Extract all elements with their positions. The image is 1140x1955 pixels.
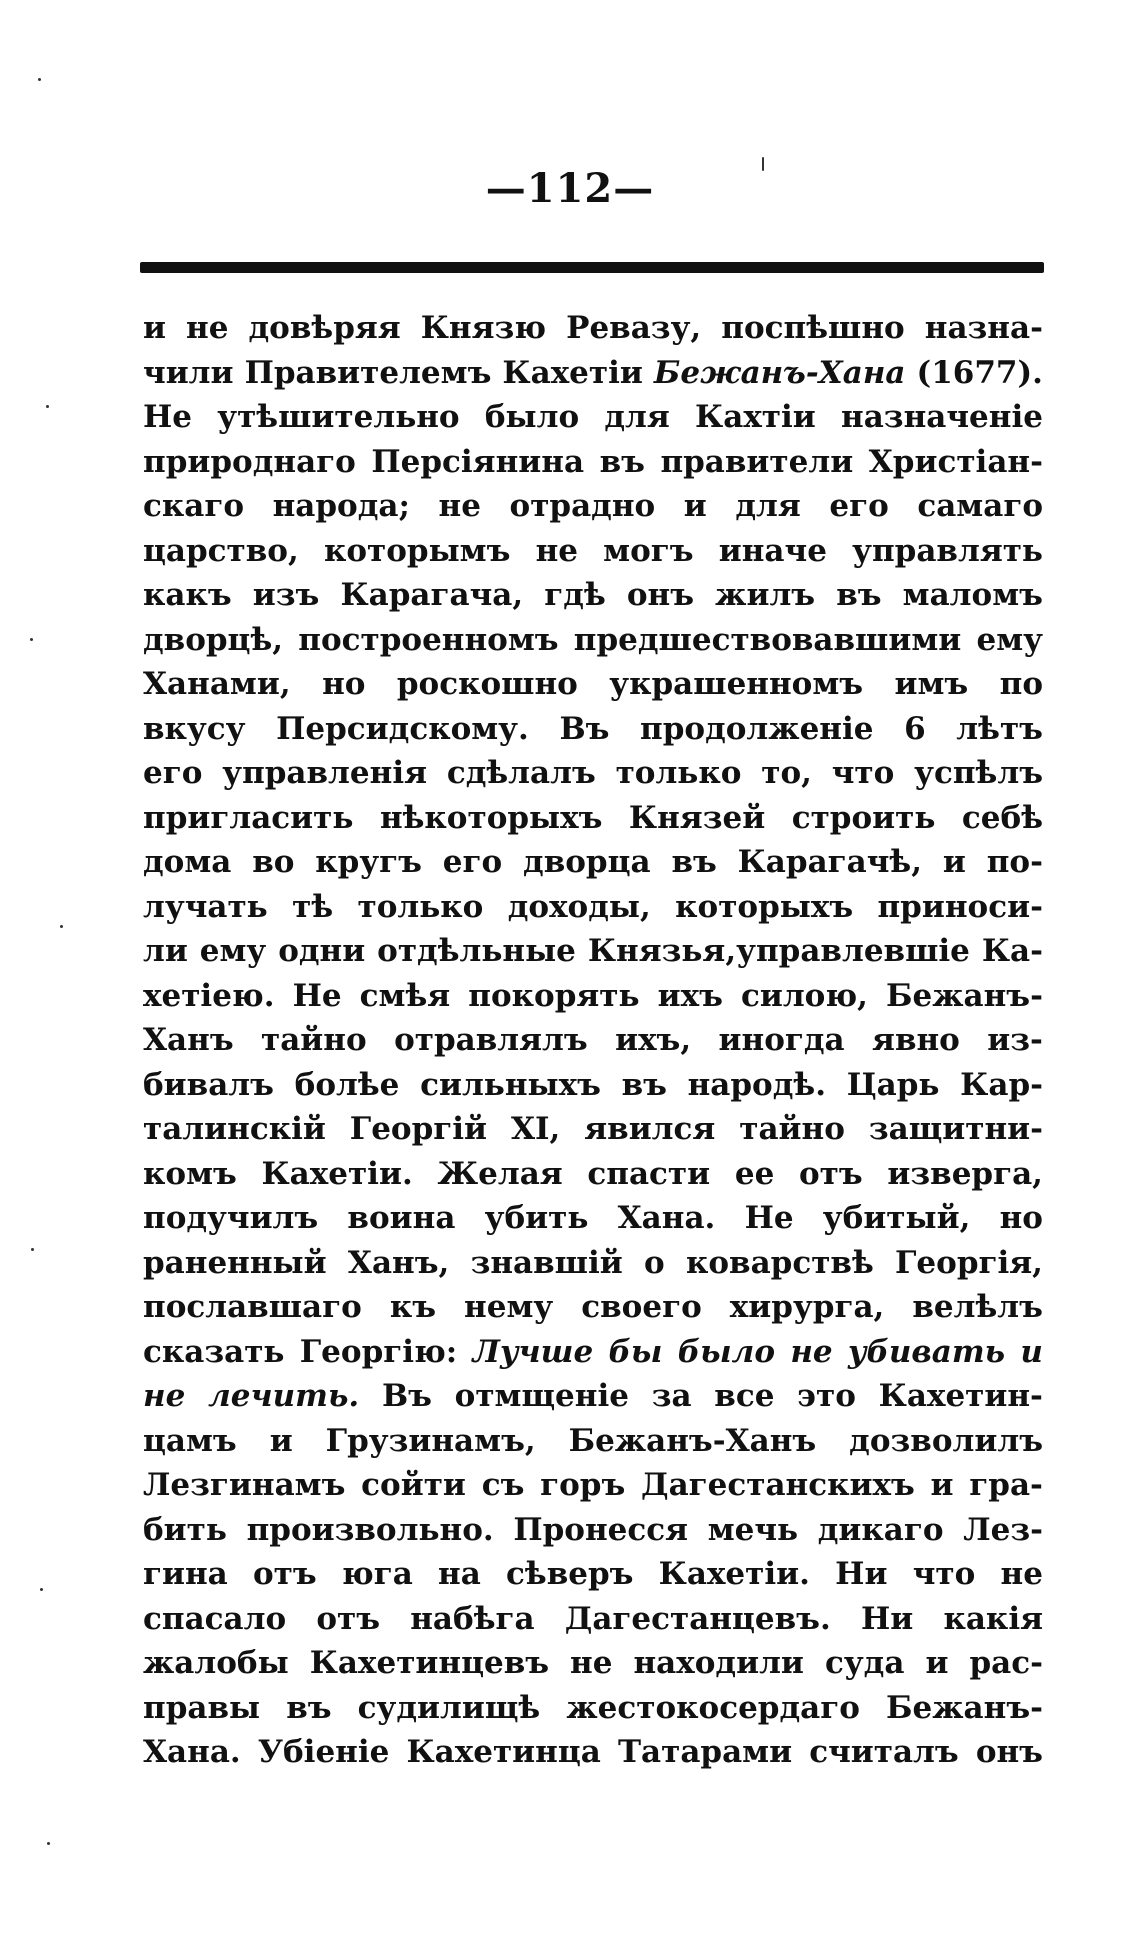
word: его <box>442 844 503 880</box>
word: Кахтіи <box>695 399 816 435</box>
word: из- <box>987 1022 1043 1058</box>
text-line <box>143 974 1043 1019</box>
word: убивать <box>847 1333 1006 1370</box>
word: отмщеніе <box>454 1378 629 1414</box>
word: кругъ <box>315 844 422 880</box>
word: но <box>999 1200 1043 1236</box>
word: на <box>438 1556 481 1592</box>
word: Не <box>744 1200 794 1236</box>
word: онъ <box>975 1734 1043 1770</box>
word: спасало <box>143 1600 287 1637</box>
word: Георгія, <box>895 1244 1043 1281</box>
text-line <box>143 840 1043 885</box>
word: и <box>269 1422 293 1459</box>
word: убитый, <box>822 1200 971 1236</box>
word: лечить. <box>208 1378 360 1414</box>
word: онъ <box>626 577 695 613</box>
word: ли <box>143 933 188 969</box>
text-line <box>143 1063 1043 1108</box>
word: приноси- <box>877 888 1043 925</box>
word: Татарами <box>617 1734 793 1770</box>
word: для <box>604 399 670 435</box>
word: Въ <box>381 1378 432 1414</box>
word: ихъ <box>657 977 723 1014</box>
text-line <box>143 885 1043 930</box>
word: довѣряя <box>248 310 401 346</box>
word: Христіан- <box>868 443 1043 480</box>
word: правители <box>660 443 854 480</box>
print-speck <box>30 638 33 641</box>
word: болѣе <box>294 1066 400 1103</box>
word: бы <box>608 1333 663 1370</box>
word: Ка- <box>981 933 1043 969</box>
word: лучать <box>143 888 268 925</box>
word: и <box>942 844 966 880</box>
word: Убіеніе <box>257 1734 390 1770</box>
word: поспѣшно <box>721 310 905 346</box>
word: Лучше <box>472 1333 594 1370</box>
word: гина <box>143 1556 228 1592</box>
word: ему <box>199 933 267 969</box>
word: Ревазу, <box>566 310 702 346</box>
word: народѣ. <box>687 1066 826 1103</box>
text-line <box>143 1730 1043 1775</box>
word: Ни <box>835 1556 888 1592</box>
word: дворцѣ, <box>143 621 284 658</box>
word: самаго <box>917 488 1043 524</box>
word: бить <box>143 1511 227 1548</box>
word: Кахетіи. <box>261 1155 413 1192</box>
word: (1677). <box>916 354 1043 391</box>
word: въ <box>286 1689 332 1726</box>
word: съ <box>481 1467 525 1503</box>
word: и <box>930 1467 954 1503</box>
word: и <box>143 310 166 346</box>
text-line <box>143 351 1043 396</box>
word: народа; <box>272 488 410 524</box>
word: знавшій <box>470 1244 623 1281</box>
word: явно <box>872 1022 960 1058</box>
text-line <box>143 1241 1043 1286</box>
word: покорять <box>468 977 640 1014</box>
word: по- <box>986 844 1043 880</box>
word: маломъ <box>902 577 1043 613</box>
text-line <box>143 484 1043 529</box>
word: ее <box>734 1155 775 1192</box>
print-speck <box>762 157 764 171</box>
text-line <box>143 929 1043 974</box>
word: суда <box>824 1645 905 1681</box>
word: Кахетинцевъ <box>309 1645 550 1681</box>
word: юга <box>341 1556 413 1592</box>
word: не <box>535 532 578 569</box>
text-line <box>143 1597 1043 1642</box>
word: его <box>829 488 889 524</box>
text-line <box>143 573 1043 618</box>
word: силою, <box>740 977 868 1014</box>
word: о <box>644 1244 665 1281</box>
word: Хана. <box>143 1734 241 1770</box>
text-line <box>143 1018 1043 1063</box>
text-line <box>143 1641 1043 1686</box>
text-line <box>143 1374 1043 1419</box>
word: Лезгинамъ <box>143 1467 346 1503</box>
word: Царь <box>846 1066 940 1103</box>
word: не <box>1000 1556 1043 1592</box>
text-line <box>143 1196 1043 1241</box>
word: отъ <box>316 1600 381 1637</box>
word: только <box>615 755 742 791</box>
word: тѣ <box>292 888 334 925</box>
word: нему <box>464 1289 554 1325</box>
word: что <box>912 1556 976 1592</box>
word: бивалъ <box>143 1066 274 1103</box>
word: своего <box>581 1289 702 1325</box>
word: природнаго <box>143 443 356 480</box>
word: 6 <box>904 710 926 747</box>
word: иногда <box>718 1022 845 1058</box>
word: комъ <box>143 1155 237 1192</box>
word: раненный <box>143 1244 327 1281</box>
word: ему <box>976 621 1043 658</box>
word: ихъ, <box>615 1022 692 1058</box>
word: къ <box>389 1289 437 1325</box>
word: Персіянина <box>371 443 585 480</box>
word: отдѣльные <box>377 933 576 969</box>
word: въ <box>621 1066 667 1103</box>
word: считалъ <box>809 1734 959 1770</box>
word: только <box>357 888 484 925</box>
word: подучилъ <box>143 1200 319 1236</box>
word: чили <box>143 354 234 391</box>
word: правы <box>143 1689 261 1726</box>
word: пославшаго <box>143 1289 362 1325</box>
word: защитни- <box>868 1111 1043 1147</box>
word: находили <box>633 1645 804 1681</box>
word: себѣ <box>961 799 1043 836</box>
word: Карагачѣ, <box>737 844 923 880</box>
word: Кахетинца <box>406 1734 601 1770</box>
word: утѣшительно <box>217 399 460 435</box>
word: Кахетіи. <box>658 1556 810 1592</box>
word: Не <box>143 399 193 435</box>
word: дозволилъ <box>849 1422 1043 1459</box>
word: царство, <box>143 532 299 569</box>
word: жилъ <box>715 577 816 613</box>
word: иначе <box>718 532 827 569</box>
word: Ханъ, <box>347 1244 450 1281</box>
print-speck <box>46 405 49 408</box>
word: Пронесся <box>513 1511 689 1548</box>
word: воина <box>347 1200 456 1236</box>
word: дикаго <box>817 1511 944 1548</box>
word: успѣлъ <box>914 755 1043 791</box>
word: въ <box>836 577 882 613</box>
word: назначеніе <box>841 399 1043 435</box>
word: талинскій <box>143 1111 326 1147</box>
word: не <box>790 1333 833 1370</box>
word: хирурга, <box>729 1289 885 1325</box>
print-speck <box>60 925 63 928</box>
print-speck <box>47 1842 50 1845</box>
word: Хана. <box>617 1200 716 1236</box>
word: Желая <box>437 1155 563 1192</box>
word: Персидскому. <box>276 710 529 747</box>
word: пригласить <box>143 799 354 836</box>
word: судилищѣ <box>357 1689 541 1726</box>
word: хетіею. <box>143 977 275 1014</box>
word: и <box>1020 1333 1043 1370</box>
text-line <box>143 1463 1043 1508</box>
text-line <box>143 306 1043 351</box>
word: Не <box>292 977 342 1014</box>
word: которымъ <box>323 532 511 569</box>
text-line <box>143 1285 1043 1330</box>
word: не <box>438 488 481 524</box>
word: сказать <box>143 1333 285 1370</box>
word: Кар- <box>960 1066 1043 1103</box>
word: сдѣлалъ <box>446 755 596 791</box>
word: Ханъ <box>143 1022 234 1058</box>
text-line <box>143 1152 1043 1197</box>
word: сойти <box>361 1467 466 1503</box>
word: гдѣ <box>544 577 606 613</box>
word: жалобы <box>143 1645 289 1681</box>
word: вкусу <box>143 710 246 747</box>
word: продолженіе <box>640 710 874 747</box>
word: во <box>252 844 295 880</box>
word: Бежанъ- <box>886 1689 1043 1726</box>
word: Князей <box>628 799 766 836</box>
word: отравлялъ <box>394 1022 588 1058</box>
word: Дагестанскихъ <box>641 1467 915 1503</box>
word: Бежанъ- <box>886 977 1043 1014</box>
word: Грузинамъ, <box>325 1422 536 1459</box>
word: украшенномъ <box>609 666 864 702</box>
word: имъ <box>894 666 969 702</box>
word: Правителемъ <box>244 354 492 391</box>
text-line <box>143 751 1043 796</box>
print-speck <box>31 1248 34 1251</box>
word: Карагача, <box>340 577 524 613</box>
text-line <box>143 1419 1043 1464</box>
text-line <box>143 1686 1043 1731</box>
word: которыхъ <box>675 888 854 925</box>
word: XI, <box>510 1111 561 1147</box>
text-line <box>143 1107 1043 1152</box>
header-rule <box>140 262 1044 273</box>
word: все <box>714 1378 775 1414</box>
word: было <box>677 1333 776 1370</box>
word: одни <box>278 933 366 969</box>
word: отъ <box>253 1556 317 1592</box>
word: для <box>735 488 801 524</box>
word: предшествовавшими <box>573 621 962 658</box>
word: тайно <box>739 1111 845 1147</box>
word: мечь <box>707 1511 799 1548</box>
word: велѣлъ <box>912 1289 1043 1325</box>
word: то, <box>761 755 812 791</box>
word: скаго <box>143 488 245 524</box>
word: спасти <box>587 1155 711 1192</box>
word: рас- <box>969 1645 1043 1681</box>
word: Лез- <box>963 1511 1043 1548</box>
word: въ <box>599 443 645 480</box>
word: цамъ <box>143 1422 237 1459</box>
word: дома <box>143 844 232 880</box>
word: нѣкоторыхъ <box>379 799 603 836</box>
word: Кахетин- <box>878 1378 1043 1414</box>
word: Ханами, <box>143 666 291 702</box>
word: не <box>570 1645 613 1681</box>
word: это <box>797 1378 856 1414</box>
word: Князья,управлевшіе <box>587 933 970 969</box>
text-line <box>143 1508 1043 1553</box>
text-line <box>143 796 1043 841</box>
word: было <box>484 399 580 435</box>
word: произвольно. <box>246 1511 494 1548</box>
text-line <box>143 395 1043 440</box>
word: сильныхъ <box>420 1066 601 1103</box>
word: явился <box>584 1111 716 1147</box>
word: не <box>186 310 229 346</box>
word: смѣя <box>359 977 451 1014</box>
word: Князю <box>420 310 547 346</box>
word: отрадно <box>509 488 656 524</box>
word: за <box>651 1378 692 1414</box>
word: изъ <box>252 577 320 613</box>
print-speck <box>38 78 41 81</box>
word: какія <box>943 1600 1043 1637</box>
word: коварствѣ <box>685 1244 874 1281</box>
word: его <box>143 755 203 791</box>
word: по <box>999 666 1043 702</box>
text-line <box>143 1330 1043 1375</box>
word: Бежанъ-Хана <box>653 354 906 391</box>
word: въ <box>671 844 717 880</box>
word: жестокосердаго <box>566 1689 860 1726</box>
text-line <box>143 707 1043 752</box>
word: и <box>683 488 707 524</box>
word: горъ <box>540 1467 626 1503</box>
word: Георгію: <box>299 1333 458 1370</box>
word: Кахетіи <box>502 354 643 391</box>
word: лѣтъ <box>956 710 1043 747</box>
word: изверга, <box>887 1155 1043 1192</box>
text-line <box>143 529 1043 574</box>
word: дворца <box>523 844 651 880</box>
word: управлять <box>852 532 1043 569</box>
word: убить <box>484 1200 589 1236</box>
word: могъ <box>603 532 694 569</box>
word: набѣга <box>410 1600 535 1637</box>
word: управленія <box>222 755 428 791</box>
print-speck <box>40 1588 43 1591</box>
word: но <box>322 666 366 702</box>
word: Дагестанцевъ. <box>564 1600 831 1637</box>
word: Ни <box>860 1600 914 1637</box>
text-line <box>143 618 1043 663</box>
word: назна- <box>924 310 1043 346</box>
word: не <box>143 1378 186 1414</box>
word: гра- <box>969 1467 1043 1503</box>
body-text <box>143 306 1043 1775</box>
word: Георгій <box>349 1111 488 1147</box>
word: строить <box>791 799 936 836</box>
word: сѣверъ <box>506 1556 634 1592</box>
word: тайно <box>261 1022 367 1058</box>
word: что <box>831 755 895 791</box>
page-number: —112— <box>485 165 655 212</box>
word: отъ <box>799 1155 863 1192</box>
word: построенномъ <box>298 621 559 658</box>
word: роскошно <box>396 666 578 702</box>
word: Бежанъ-Ханъ <box>568 1422 817 1459</box>
word: доходы, <box>507 888 651 925</box>
text-line <box>143 662 1043 707</box>
text-line <box>143 1552 1043 1597</box>
word: и <box>925 1645 949 1681</box>
word: какъ <box>143 577 232 613</box>
word: Въ <box>559 710 610 747</box>
text-line <box>143 440 1043 485</box>
